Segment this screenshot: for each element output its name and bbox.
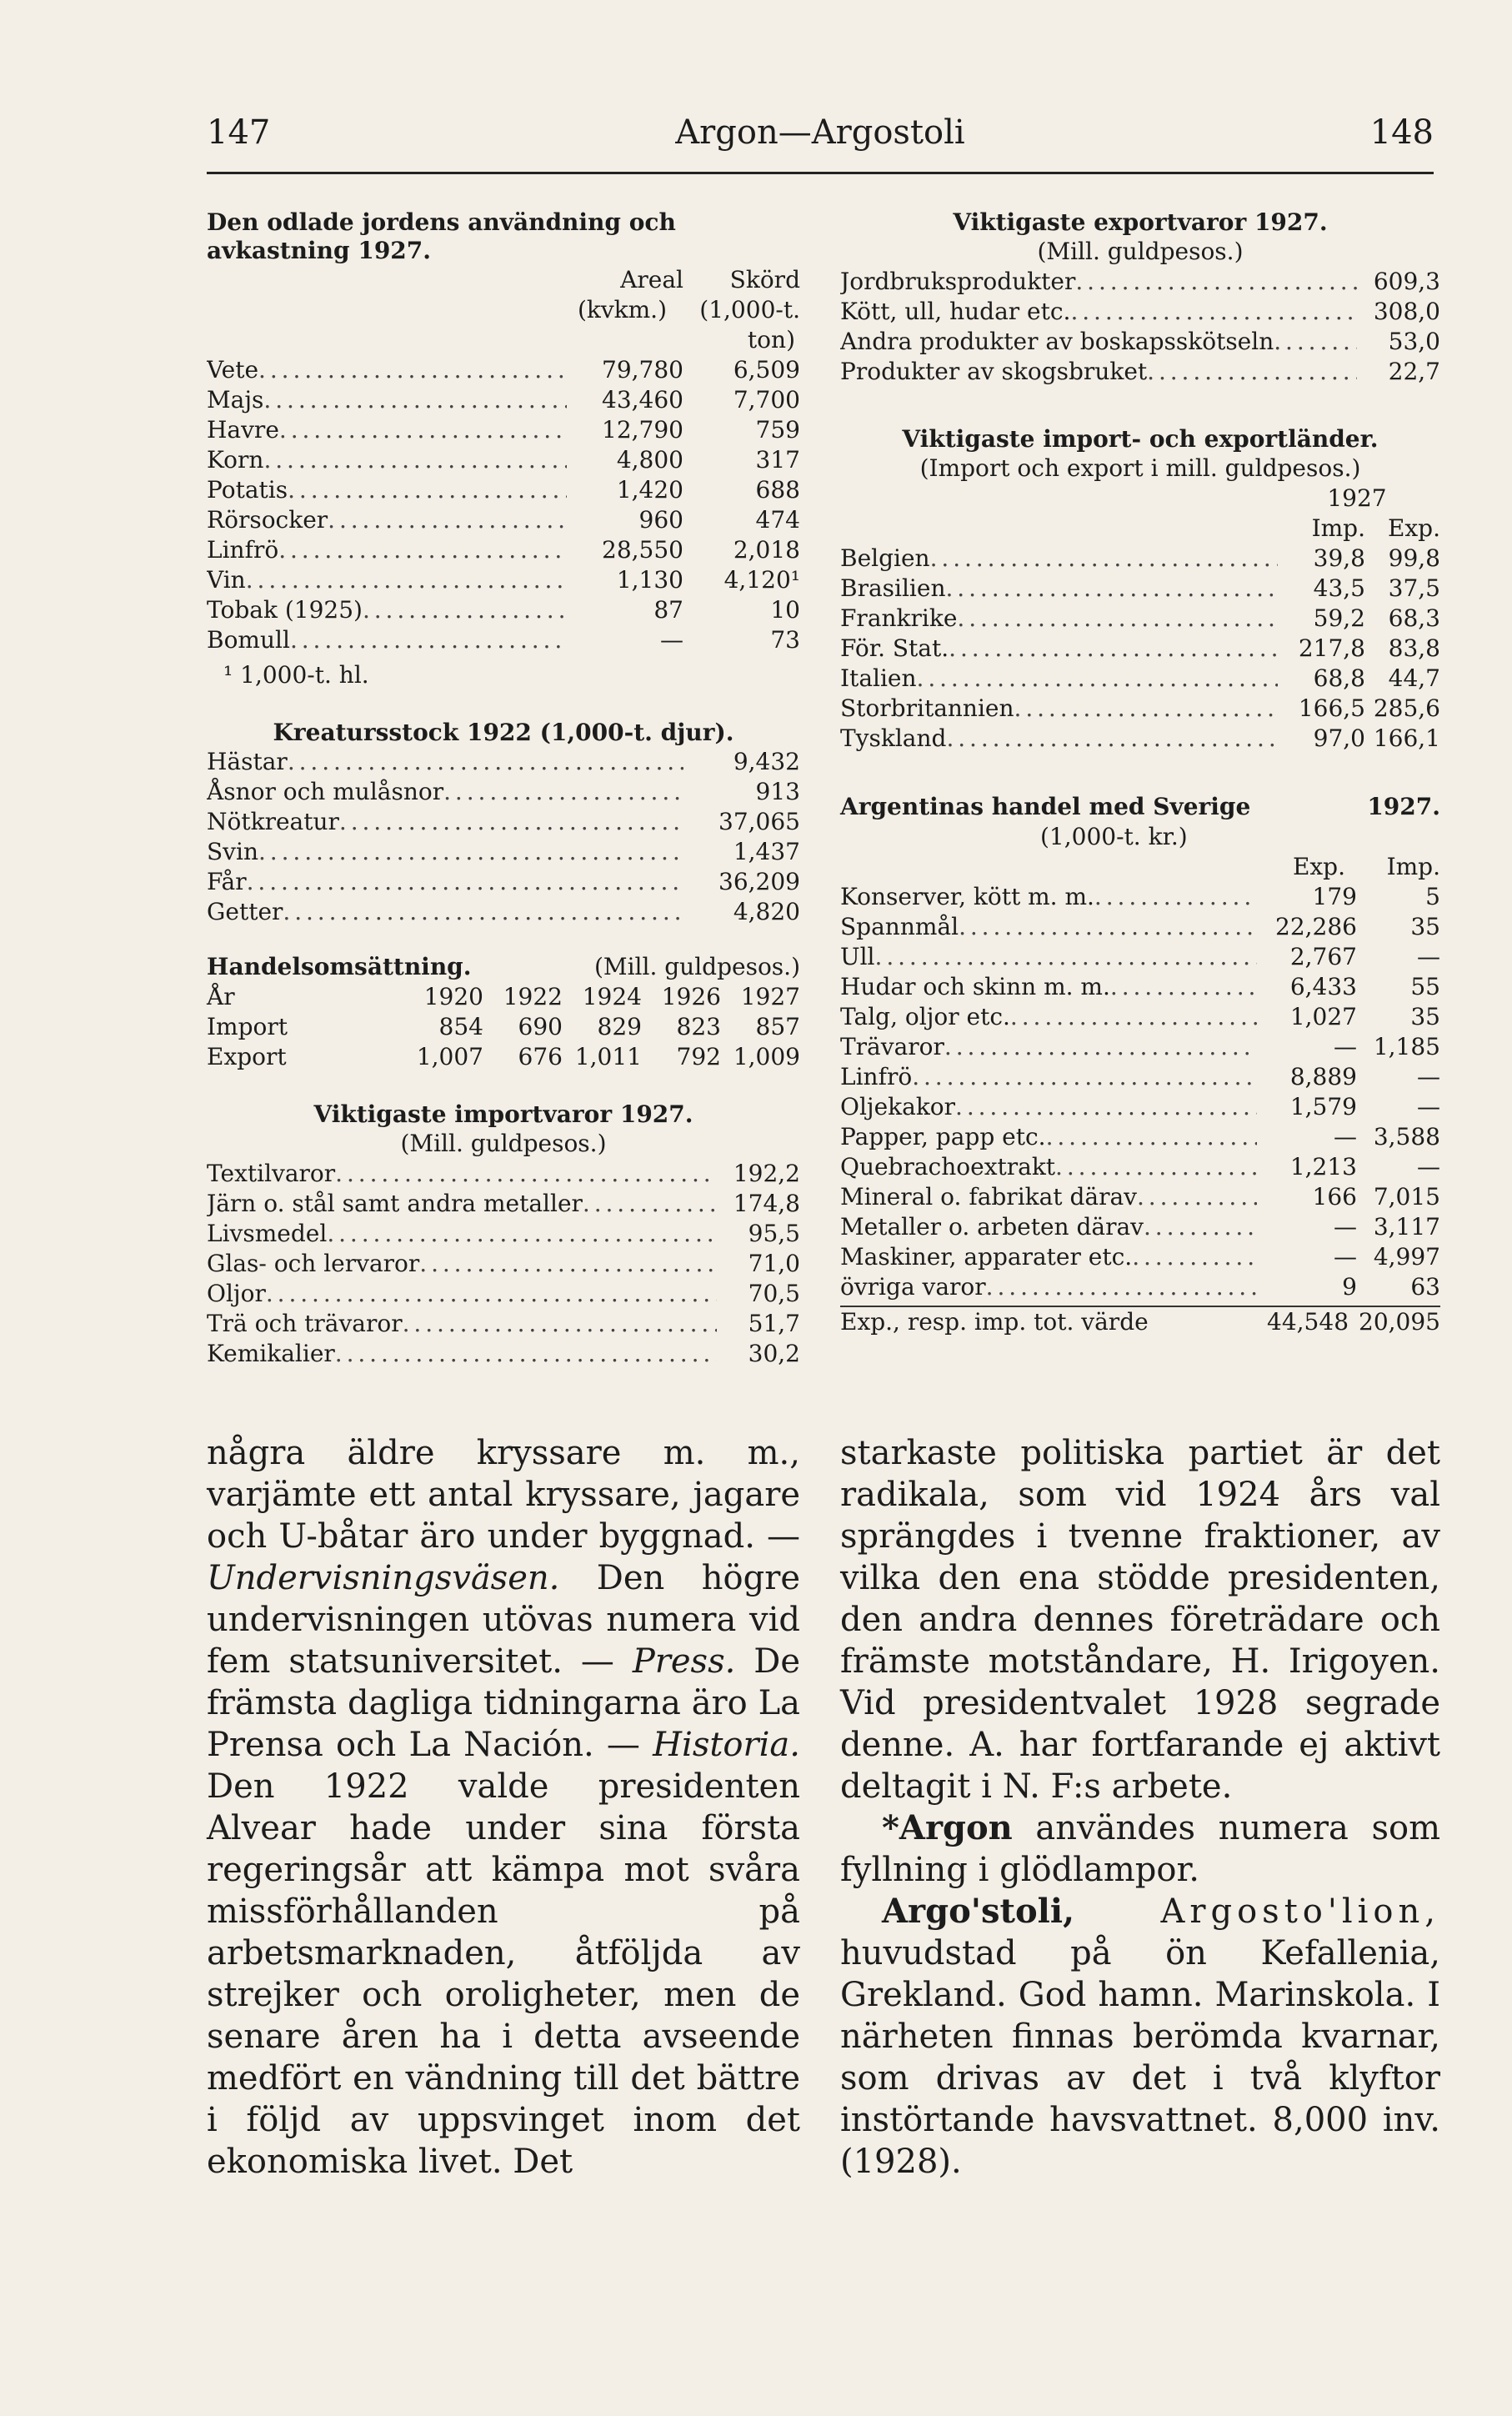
row-value: 4,997 [1373,1243,1440,1271]
row-value: — [1334,1033,1357,1060]
row-value: 1,437 [733,838,800,865]
leader-dots [1046,1122,1257,1152]
row-value: 99,8 [1388,544,1440,572]
trade-cell: 676 [518,1043,563,1070]
row-value: 8,889 [1289,1063,1357,1090]
row-label: Rörsocker . . . [207,505,567,535]
row-value: 1,027 [1289,1003,1357,1030]
row-label: Andra produkter av boskapsskötseln . . . [840,327,1357,357]
row-label: Frankrike . . . [840,604,1278,634]
trade-import-row: Import 854 690 829 823 857 [207,1013,800,1040]
trade-title-row: Handelsomsättning. (Mill. guldpesos.) [207,953,800,980]
row-label: Jordbruksprodukter . . . [840,267,1357,297]
trade-cell: 690 [518,1013,563,1040]
row-label: Vete . . . [207,355,567,385]
row-label: Belgien . . . [840,544,1278,574]
row-label: övriga varor . . . [840,1272,1257,1302]
row-value: 87 [653,596,683,624]
leader-dots [403,1309,717,1339]
leader-dots [1094,882,1257,912]
row-value: 37,065 [718,808,800,835]
land-use-table [207,355,800,655]
exports-title: Viktigaste exportvaror 1927. [953,208,1328,236]
leader-dots [930,544,1278,574]
row-label: Oljor . . . [207,1279,717,1309]
row-value: — [1417,943,1440,970]
trade-cell: 857 [755,1013,800,1040]
heading-education: Undervisningsväsen. [207,1559,560,1597]
row-label: Kemikalier . . . [207,1339,717,1369]
leader-dots [263,445,567,475]
leader-dots [949,634,1278,664]
import-goods-row [207,1309,800,1339]
row-label: Spannmål . . . [840,912,1257,942]
land-use-row [207,505,800,535]
leader-dots [946,574,1279,604]
trade-cell: 829 [597,1013,642,1040]
row-label: Hudar och skinn m. m. . . . [840,972,1257,1002]
livestock-title: Kreatursstock 1922 (1,000-t. djur). [273,719,734,746]
livestock-row [207,897,800,927]
row-label: För. Stat. . . . [840,634,1278,664]
row-value: 12,790 [602,416,683,444]
heading-history: Historia. [653,1726,800,1764]
sweden-total-row: Exp., resp. imp. tot. värde 44,548 20,095 [840,1308,1440,1336]
row-value: — [1417,1093,1440,1120]
livestock-row [207,747,800,777]
leader-dots [917,664,1278,694]
leader-dots [328,505,567,535]
page-header [207,113,1434,174]
row-value: 73 [770,626,800,654]
row-value: 3,588 [1373,1123,1440,1150]
row-label: Majs . . . [207,385,567,415]
running-title: Argon—Argostoli [675,113,965,152]
leader-dots [946,724,1278,754]
land-use-col-heads: Areal Skörd [620,266,800,293]
row-value: 6,433 [1289,973,1357,1000]
trade-cell: 1,011 [574,1043,642,1070]
leader-dots [246,565,567,595]
import-goods-row [207,1279,800,1309]
row-value: 9,432 [733,748,800,775]
trade-export-row: Export 1,007 676 1,011 792 1,009 [207,1043,800,1070]
land-use-row [207,595,800,625]
row-value: 609,3 [1373,268,1440,295]
land-use-row [207,355,800,385]
leader-dots [583,1189,717,1219]
row-value: — [1417,1153,1440,1180]
imports-title: Viktigaste importvaror 1927. [313,1100,693,1128]
land-use-row [207,475,800,505]
leader-dots [279,415,567,445]
row-value: 1,185 [1373,1033,1440,1060]
land-use-title: Den odlade jordens användning och avkastning 1927. [207,208,676,264]
row-value: 179 [1312,883,1357,910]
land-use-row [207,415,800,445]
row-value: 28,550 [602,536,683,564]
row-value: 37,5 [1388,574,1440,602]
entry-argostoli: Argo'stoli, Argosto'lion, huvudstad på ön Kefallenia, Grekland. God hamn. Marinskola. I närheten finnas berömda kvarnar, som drivas av det i två klyftor instörtande havsvattnet. 8,000 inv. (1928). [840,1892,1440,2181]
leader-dots [1010,1002,1257,1032]
entry-argostoli-head: Argo'stoli, [882,1892,1074,1931]
row-value: — [660,626,683,654]
row-label: Hästar . . . [207,747,683,777]
row-value: 30,2 [748,1340,800,1367]
row-value: 22,286 [1275,913,1357,940]
sweden-row [840,1272,1440,1302]
leader-dots [944,1032,1257,1062]
row-label: Metaller o. arbeten därav . . . [840,1212,1257,1242]
sweden-row [840,972,1440,1002]
row-value: 192,2 [733,1160,800,1187]
leader-dots [263,385,567,415]
row-value: 1,420 [616,476,683,504]
row-value: 3,117 [1373,1213,1440,1241]
row-label: Nötkreatur . . . [207,807,683,837]
sweden-row [840,1182,1440,1212]
row-value: 44,7 [1388,664,1440,692]
row-value: 960 [638,506,683,534]
row-value: 53,0 [1388,328,1440,355]
leader-dots [266,1279,717,1309]
sweden-col-heads: Exp. Imp. [1292,853,1440,880]
row-value: 43,460 [602,386,683,414]
row-value: 7,015 [1373,1183,1440,1211]
prose-left: några äldre kryssare m. m., varjämte ett antal kryssare, jagare och U-båtar äro under byggnad. — Undervisningsväsen. Den högre undervisningen utövas numera vid fem statsuniversitet. — Press. De främsta dagliga tidningarna äro La Prensa och La Nación. — Historia. Den 1922 valde presidenten Alvear hade under sina första regeringsår att kämpa mot svåra missförhållanden på arbetsmarknaden, åtföljda av strejker och oroligheter, men de senare åren ha i detta avseende medfört en vändning till det bättre i följd av uppsvinget inom det ekonomiska livet. Det [207,1434,800,2181]
sweden-row [840,1062,1440,1092]
leader-dots [278,535,567,565]
leader-dots [1055,1152,1257,1182]
leader-dots [1147,357,1357,387]
row-value: 22,7 [1388,358,1440,385]
livestock-row [207,837,800,867]
leader-dots [283,897,683,927]
sweden-table [840,882,1440,1302]
row-label: Får . . . [207,867,683,897]
row-value: 308,0 [1373,298,1440,325]
row-label: Quebrachoextrakt . . . [840,1152,1257,1182]
row-value: 1,213 [1289,1153,1357,1180]
page-number-right: 148 [1369,113,1434,152]
country-row [840,604,1440,634]
row-value: 166,5 [1298,694,1365,722]
leader-dots [1274,327,1357,357]
row-label: Mineral o. fabrikat därav . . . [840,1182,1257,1212]
sweden-row [840,882,1440,912]
leader-dots [1075,267,1357,297]
leader-dots [1014,694,1278,724]
row-value: 7,700 [733,386,800,414]
row-label: Getter . . . [207,897,683,927]
leader-dots [986,1272,1257,1302]
row-value: 6,509 [733,356,800,383]
row-value: 95,5 [748,1220,800,1247]
row-value: 68,8 [1313,664,1365,692]
leader-dots [290,625,567,655]
row-value: 174,8 [733,1190,800,1217]
row-label: Storbritannien . . . [840,694,1278,724]
land-use-row [207,445,800,475]
leader-dots [288,475,567,505]
sweden-row [840,1032,1440,1062]
import-goods-row [207,1189,800,1219]
export-goods-row [840,267,1440,297]
sweden-row [840,942,1440,972]
row-value: 5 [1425,883,1440,910]
row-value: 83,8 [1388,634,1440,662]
row-value: 4,120¹ [723,566,800,594]
page-number-left: 147 [207,113,271,152]
row-value: 2,018 [733,536,800,564]
export-goods-row [840,357,1440,387]
countries-unit: (Import och export i mill. guldpesos.) [919,454,1361,482]
row-value: 35 [1410,913,1440,940]
country-row [840,574,1440,604]
left-tables: Den odlade jordens användning och avkastning 1927. Areal Skörd (kvkm.) (1,000-t. ton) Vete . . . 79,780 6,509 Majs . . . 43,460 7,700 Havre . . . 12,790 759 Korn . . . 4,800 317 Potatis . . . 1,420 688 Rörsocker . . . 960 474 Linfrö . . . 28,550 2,018 Vin . . . 1,130 4,120¹ Tobak (1925) . . . 87 10 Bomull . . . — 73 ¹ 1,000-t. hl. Kreatursstock 1922 (1,000-t. djur). Hästar . . . 9,432 Åsnor och mulåsnor . . . 913 Nötkreatur . . . 37,065 Svin . . . 1,437 Får . . . 36,209 Getter . . . 4,820 Handelsomsättning. (Mill. guldpesos.) År 1920 1922 1924 1926 1927 Import 854 690 829 823 857 Export 1,007 676 1,011 792 1,009 Viktigaste importvaror 1927. (Mill. guldpesos.) Textilvaror . . . 192,2 Järn o. stål samt andra metaller . . . 174,8 Livsmedel . . . 95,5 Glas- och lervaror . . . 71,0 Oljor . . . 70,5 Trä och trävaror . . . 51,7 Kemikalier . . . 30,2 [207,208,800,1369]
import-goods-row [207,1219,800,1249]
row-value: 317 [755,446,800,474]
row-label: Svin . . . [207,837,683,867]
trade-cell: 1920 [423,983,483,1010]
row-label: Trävaror . . . [840,1032,1257,1062]
leader-dots [912,1062,1257,1092]
trade-cell: 1924 [582,983,642,1010]
row-value: 474 [755,506,800,534]
row-value: 759 [755,416,800,444]
trade-cell: 823 [676,1013,721,1040]
row-value: 55 [1410,973,1440,1000]
trade-cell: 1,009 [733,1043,800,1070]
row-label: Korn . . . [207,445,567,475]
sweden-row [840,1242,1440,1272]
leader-dots [959,912,1257,942]
row-value: — [1334,1243,1357,1271]
livestock-row [207,867,800,897]
row-value: 4,820 [733,898,800,925]
leader-dots [288,747,683,777]
trade-cell: 1926 [661,983,721,1010]
sweden-row [840,1002,1440,1032]
row-value: 2,767 [1289,943,1357,970]
row-value: — [1334,1213,1357,1241]
row-value: 1,130 [616,566,683,594]
leader-dots [1144,1212,1257,1242]
leader-dots [335,1159,717,1189]
row-label: Järn o. stål samt andra metaller . . . [207,1189,717,1219]
country-row [840,544,1440,574]
sweden-unit: (1,000-t. kr.) [1040,823,1188,850]
land-use-row [207,625,800,655]
prose-right [840,1432,1440,2183]
exports-table [840,267,1440,387]
row-label: Konserver, kött m. m. . . . [840,882,1257,912]
trade-years-row: År 1920 1922 1924 1926 1927 [207,983,800,1010]
import-goods-row [207,1249,800,1279]
sweden-title-row: Argentinas handel med Sverige 1927. [840,793,1440,820]
leader-dots [1110,972,1257,1002]
leader-dots [1132,1242,1257,1272]
row-label: Trä och trävaror . . . [207,1309,717,1339]
row-label: Potatis . . . [207,475,567,505]
entry-argon-head: *Argon [882,1808,1013,1847]
row-label: Produkter av skogsbruket . . . [840,357,1357,387]
countries-year: 1927 [1327,484,1387,512]
sweden-row [840,1212,1440,1242]
leader-dots [443,777,683,807]
row-value: 1,579 [1289,1093,1357,1120]
row-label: Tyskland . . . [840,724,1278,754]
row-label: Åsnor och mulåsnor . . . [207,777,683,807]
leader-dots [1137,1182,1257,1212]
row-label: Livsmedel . . . [207,1219,717,1249]
country-row [840,724,1440,754]
leader-dots [258,355,567,385]
heading-press: Press. [632,1642,736,1681]
row-label: Linfrö . . . [840,1062,1257,1092]
row-label: Tobak (1925) . . . [207,595,567,625]
row-value: 51,7 [748,1310,800,1337]
sweden-row [840,912,1440,942]
land-use-footnote: ¹ 1,000-t. hl. [223,661,369,689]
row-label: Oljekakor . . . [840,1092,1257,1122]
prose-right-p1: starkaste politiska partiet är det radikala, som vid 1924 års val sprängdes i tvenne fraktioner, av vilka den ena stödde presidenten, den andra dennes företrädare och främste motståndare, H. Irigoyen. Vid presidentvalet 1928 segrade denne. A. har fortfarande ej aktivt deltagit i N. F:s arbete. [840,1434,1440,1806]
row-value: 913 [755,778,800,805]
export-goods-row [840,297,1440,327]
trade-cell: 1,007 [416,1043,483,1070]
row-value: 4,800 [616,446,683,474]
row-value: 36,209 [718,868,800,895]
row-value: 688 [755,476,800,504]
row-label: Maskiner, apparater etc. . . . [840,1242,1257,1272]
row-value: 10 [770,596,800,624]
row-label: Bomull . . . [207,625,567,655]
row-value: — [1334,1123,1357,1150]
row-label: Havre . . . [207,415,567,445]
row-value: 79,780 [602,356,683,383]
country-row [840,694,1440,724]
land-use-row [207,385,800,415]
leader-dots [258,837,683,867]
row-value: 97,0 [1313,724,1365,752]
countries-col-heads: Imp. Exp. [1311,514,1440,542]
row-label: Ull . . . [840,942,1257,972]
row-value: 285,6 [1373,694,1440,722]
leader-dots [247,867,683,897]
row-value: 59,2 [1313,604,1365,632]
row-label: Brasilien . . . [840,574,1278,604]
row-label: Vin . . . [207,565,567,595]
row-value: 9 [1342,1273,1357,1301]
leader-dots [335,1339,717,1369]
row-label: Talg, oljor etc. . . . [840,1002,1257,1032]
livestock-row [207,807,800,837]
row-value: 68,3 [1388,604,1440,632]
row-value: 217,8 [1298,634,1365,662]
leader-dots [957,604,1278,634]
land-use-row [207,535,800,565]
import-goods-row [207,1339,800,1369]
leader-dots [955,1092,1257,1122]
imports-unit: (Mill. guldpesos.) [400,1130,607,1157]
row-value: 39,8 [1313,544,1365,572]
row-label: Papper, papp etc. . . . [840,1122,1257,1152]
leader-dots [339,807,683,837]
entry-argon: *Argon användes numera som fyllning i glödlampor. [840,1808,1440,1889]
leader-dots [419,1249,717,1279]
country-row [840,634,1440,664]
row-value: — [1417,1063,1440,1090]
row-value: 166 [1312,1183,1357,1211]
leader-dots [1070,297,1357,327]
sweden-row [840,1152,1440,1182]
row-label: Italien . . . [840,664,1278,694]
row-value: 35 [1410,1003,1440,1030]
row-label: Kött, ull, hudar etc. . . . [840,297,1357,327]
row-label: Textilvaror . . . [207,1159,717,1189]
exports-unit: (Mill. guldpesos.) [1037,238,1244,265]
country-row [840,664,1440,694]
leader-dots [363,595,567,625]
row-value: 43,5 [1313,574,1365,602]
trade-cell: 1927 [740,983,800,1010]
leader-dots [327,1219,717,1249]
row-value: 71,0 [748,1250,800,1277]
sweden-row [840,1092,1440,1122]
row-label: Glas- och lervaror . . . [207,1249,717,1279]
row-label: Linfrö . . . [207,535,567,565]
land-use-row [207,565,800,595]
row-value: 166,1 [1373,724,1440,752]
row-value: 70,5 [748,1280,800,1307]
export-goods-row [840,327,1440,357]
countries-title: Viktigaste import- och exportländer. [902,425,1379,453]
row-value: 63 [1410,1273,1440,1301]
right-tables [840,208,1440,1337]
leader-dots [875,942,1257,972]
livestock-row [207,777,800,807]
sweden-row [840,1122,1440,1152]
imports-table [207,1159,800,1369]
trade-cell: 792 [676,1043,721,1070]
trade-cell: 1922 [503,983,563,1010]
countries-table [840,544,1440,754]
import-goods-row [207,1159,800,1189]
trade-cell: 854 [438,1013,483,1040]
livestock-table [207,747,800,927]
